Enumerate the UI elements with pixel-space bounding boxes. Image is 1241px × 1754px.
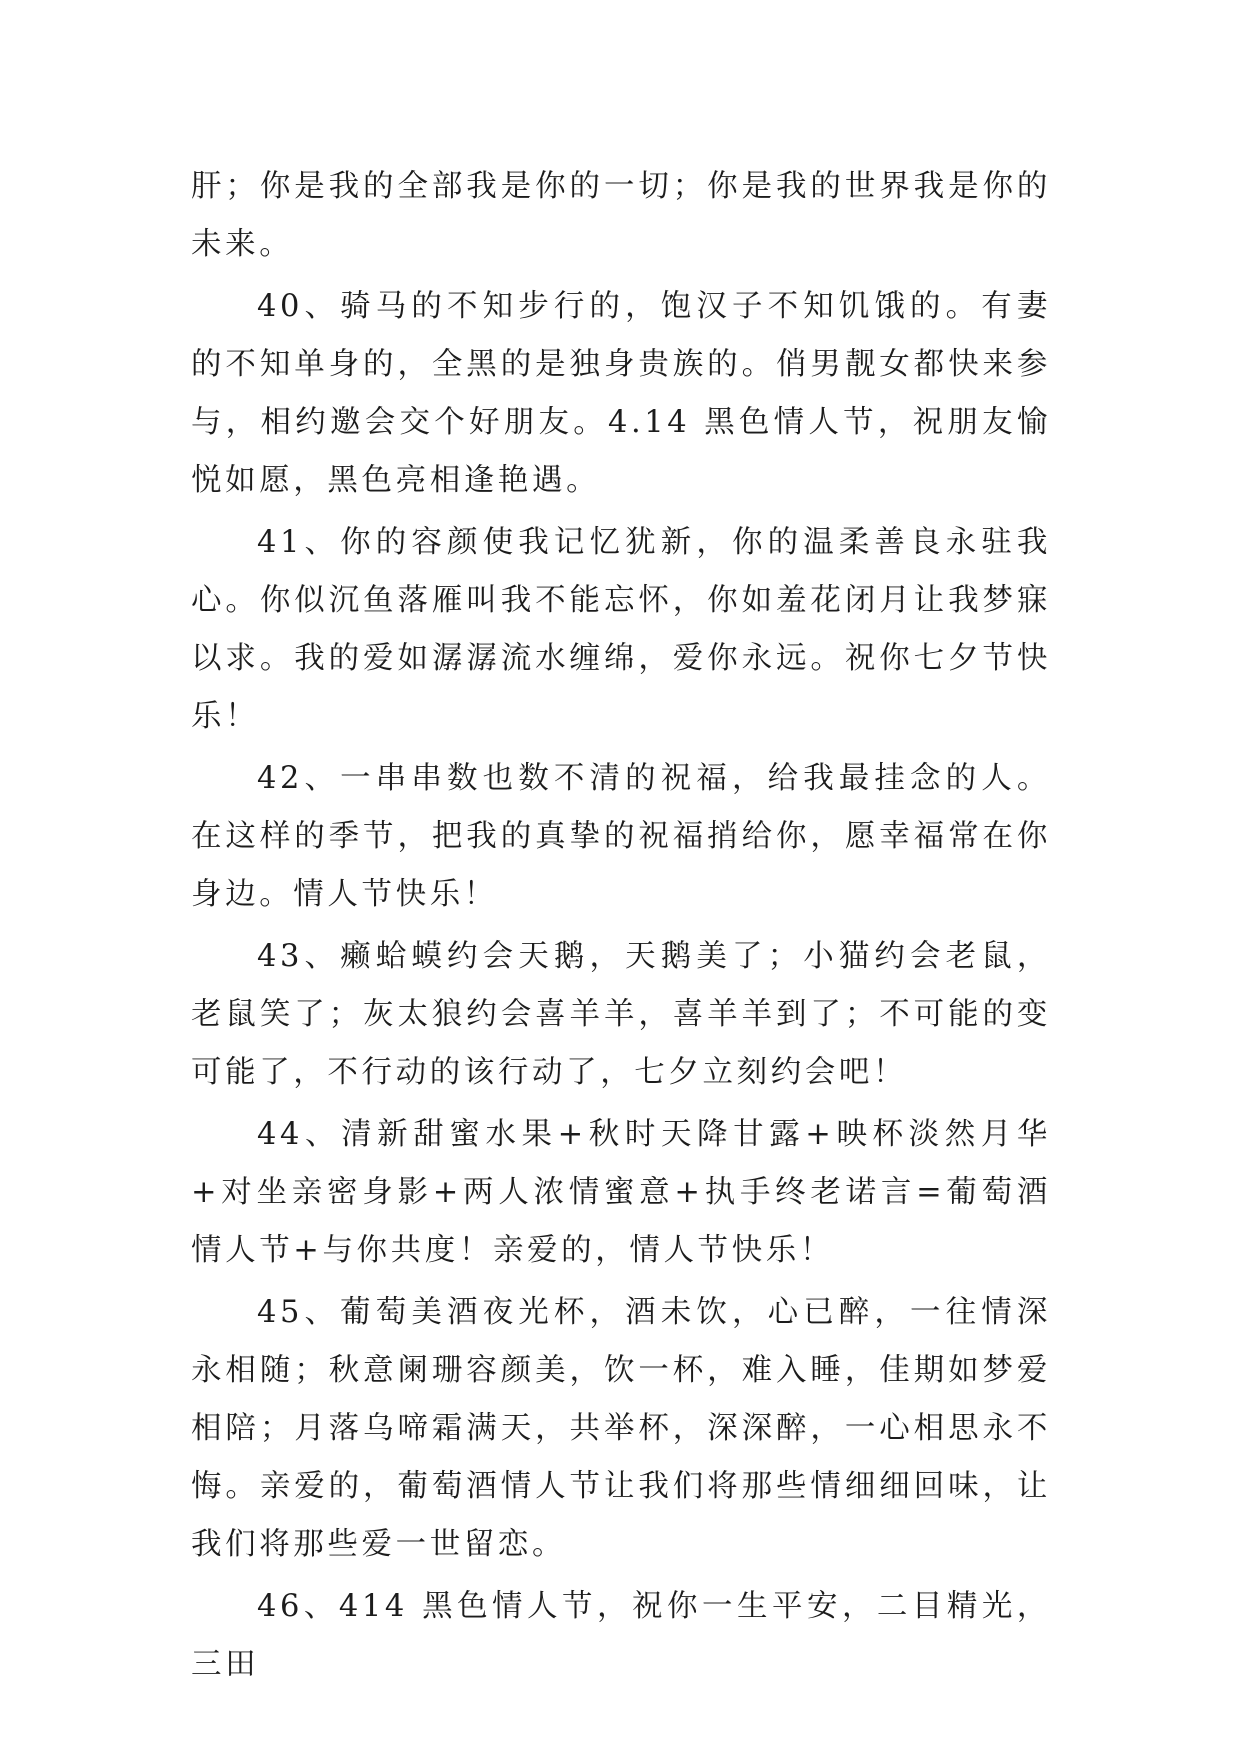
paragraph: 46、414 黑色情人节，祝你一生平安，二目精光，三田 [191,1589,1051,1682]
paragraph: 45、葡萄美酒夜光杯，酒未饮，心已醉，一往情深永相随；秋意阑珊容颜美，饮一杯，难入睡，佳期如梦爱相陪；月落乌啼霜满天，共举杯，深深醉，一心相思永不悔。亲爱的，葡萄酒情人节让我们将那些情细细回味，让我们将那些爱一世留恋。 [191,1295,1051,1562]
paragraph: 41、你的容颜使我记忆犹新，你的温柔善良永驻我心。你似沉鱼落雁叫我不能忘怀，你如羞花闭月让我梦寐以求。我的爱如潺潺流水缠绵，爱你永远。祝你七夕节快乐！ [191,525,1051,734]
paragraph: 40、骑马的不知步行的，饱汉子不知饥饿的。有妻的不知单身的，全黑的是独身贵族的。俏男靓女都快来参与，相约邀会交个好朋友。4.14 黑色情人节，祝朋友愉悦如愿，黑色亮相逢艳遇。 [191,289,1051,498]
paragraph: 42、一串串数也数不清的祝福，给我最挂念的人。在这样的季节，把我的真挚的祝福捎给你，愿幸福常在你身边。情人节快乐！ [191,761,1051,912]
document-body [191,158,1051,1694]
paragraph: 肝；你是我的全部我是你的一切；你是我的世界我是你的未来。 [191,169,1051,262]
paragraph: 44、清新甜蜜水果+秋时天降甘露+映杯淡然月华+对坐亲密身影+两人浓情蜜意+执手终老诺言=葡萄酒情人节+与你共度！亲爱的，情人节快乐！ [191,1117,1051,1268]
paragraph: 43、癞蛤蟆约会天鹅，天鹅美了；小猫约会老鼠，老鼠笑了；灰太狼约会喜羊羊，喜羊羊到了；不可能的变可能了，不行动的该行动了，七夕立刻约会吧！ [191,939,1051,1090]
